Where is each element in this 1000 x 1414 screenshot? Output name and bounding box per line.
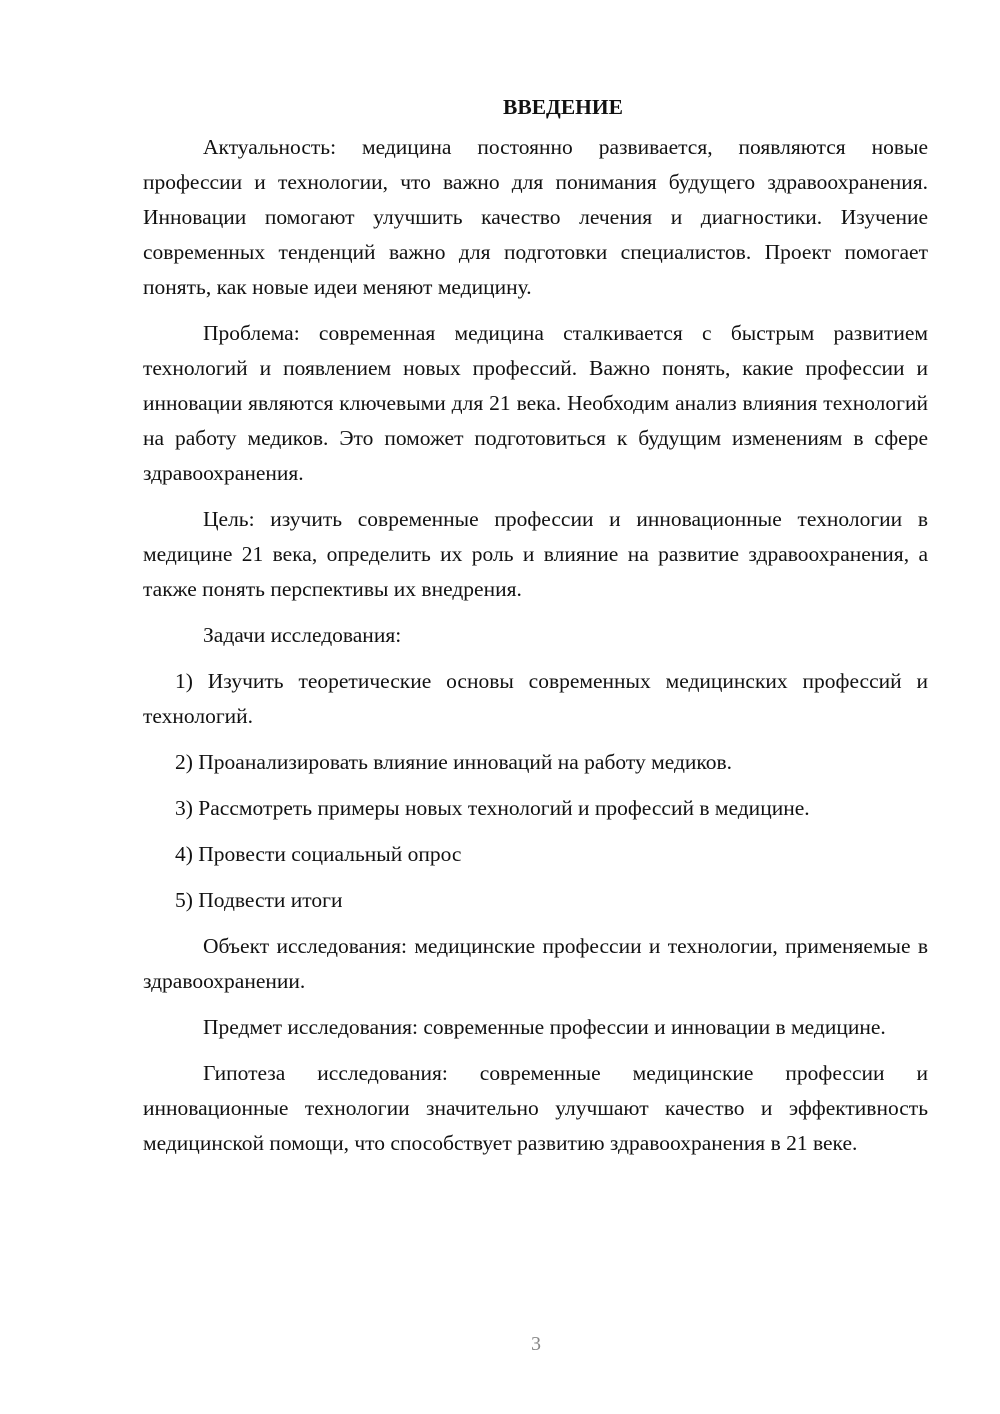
task-item-4: 4) Провести социальный опрос <box>175 842 462 866</box>
paragraph-goal: Цель: изучить современные профессии и инновационные технологии в медицине 21 века, определить их роль и влияние на развитие здравоохранения, а также понять перспективы их внедрения. <box>143 507 928 601</box>
paragraph-relevance: Актуальность: медицина постоянно развивается, появляются новые профессии и технологии, что важно для понимания будущего здравоохранения. Инновации помогают улучшить качество лечения и диагностики. Изучение современных тенденций важно для подготовки специалистов. Проект помогает понять, как новые идеи меняют медицину. <box>143 135 928 299</box>
task-item-1: 1) Изучить теоретические основы современных медицинских профессий и технологий. <box>143 669 928 728</box>
task-item-5: 5) Подвести итоги <box>175 888 343 912</box>
paragraph-hypothesis: Гипотеза исследования: современные медицинские профессии и инновационные технологии значительно улучшают качество и эффективность медицинской помощи, что способствует развитию здравоохранения в 21 веке. <box>143 1061 928 1155</box>
paragraph-problem: Проблема: современная медицина сталкивается с быстрым развитием технологий и появлением новых профессий. Важно понять, какие профессии и инновации являются ключевыми для 21 века. Необходим анализ влияния технологий на работу медиков. Это поможет подготовиться к будущим изменениям в сфере здравоохранения. <box>143 321 928 485</box>
document-page <box>143 90 928 1161</box>
paragraph-subject: Предмет исследования: современные профессии и инновации в медицине. <box>203 1015 886 1039</box>
page-number: 3 <box>531 1333 541 1355</box>
task-item-2: 2) Проанализировать влияние инноваций на работу медиков. <box>175 750 733 774</box>
task-item-3: 3) Рассмотреть примеры новых технологий и профессий в медицине. <box>175 796 810 820</box>
paragraph-object: Объект исследования: медицинские профессии и технологии, применяемые в здравоохранении. <box>143 934 928 993</box>
tasks-heading: Задачи исследования: <box>203 623 402 647</box>
section-heading: ВВЕДЕНИЕ <box>503 95 623 119</box>
